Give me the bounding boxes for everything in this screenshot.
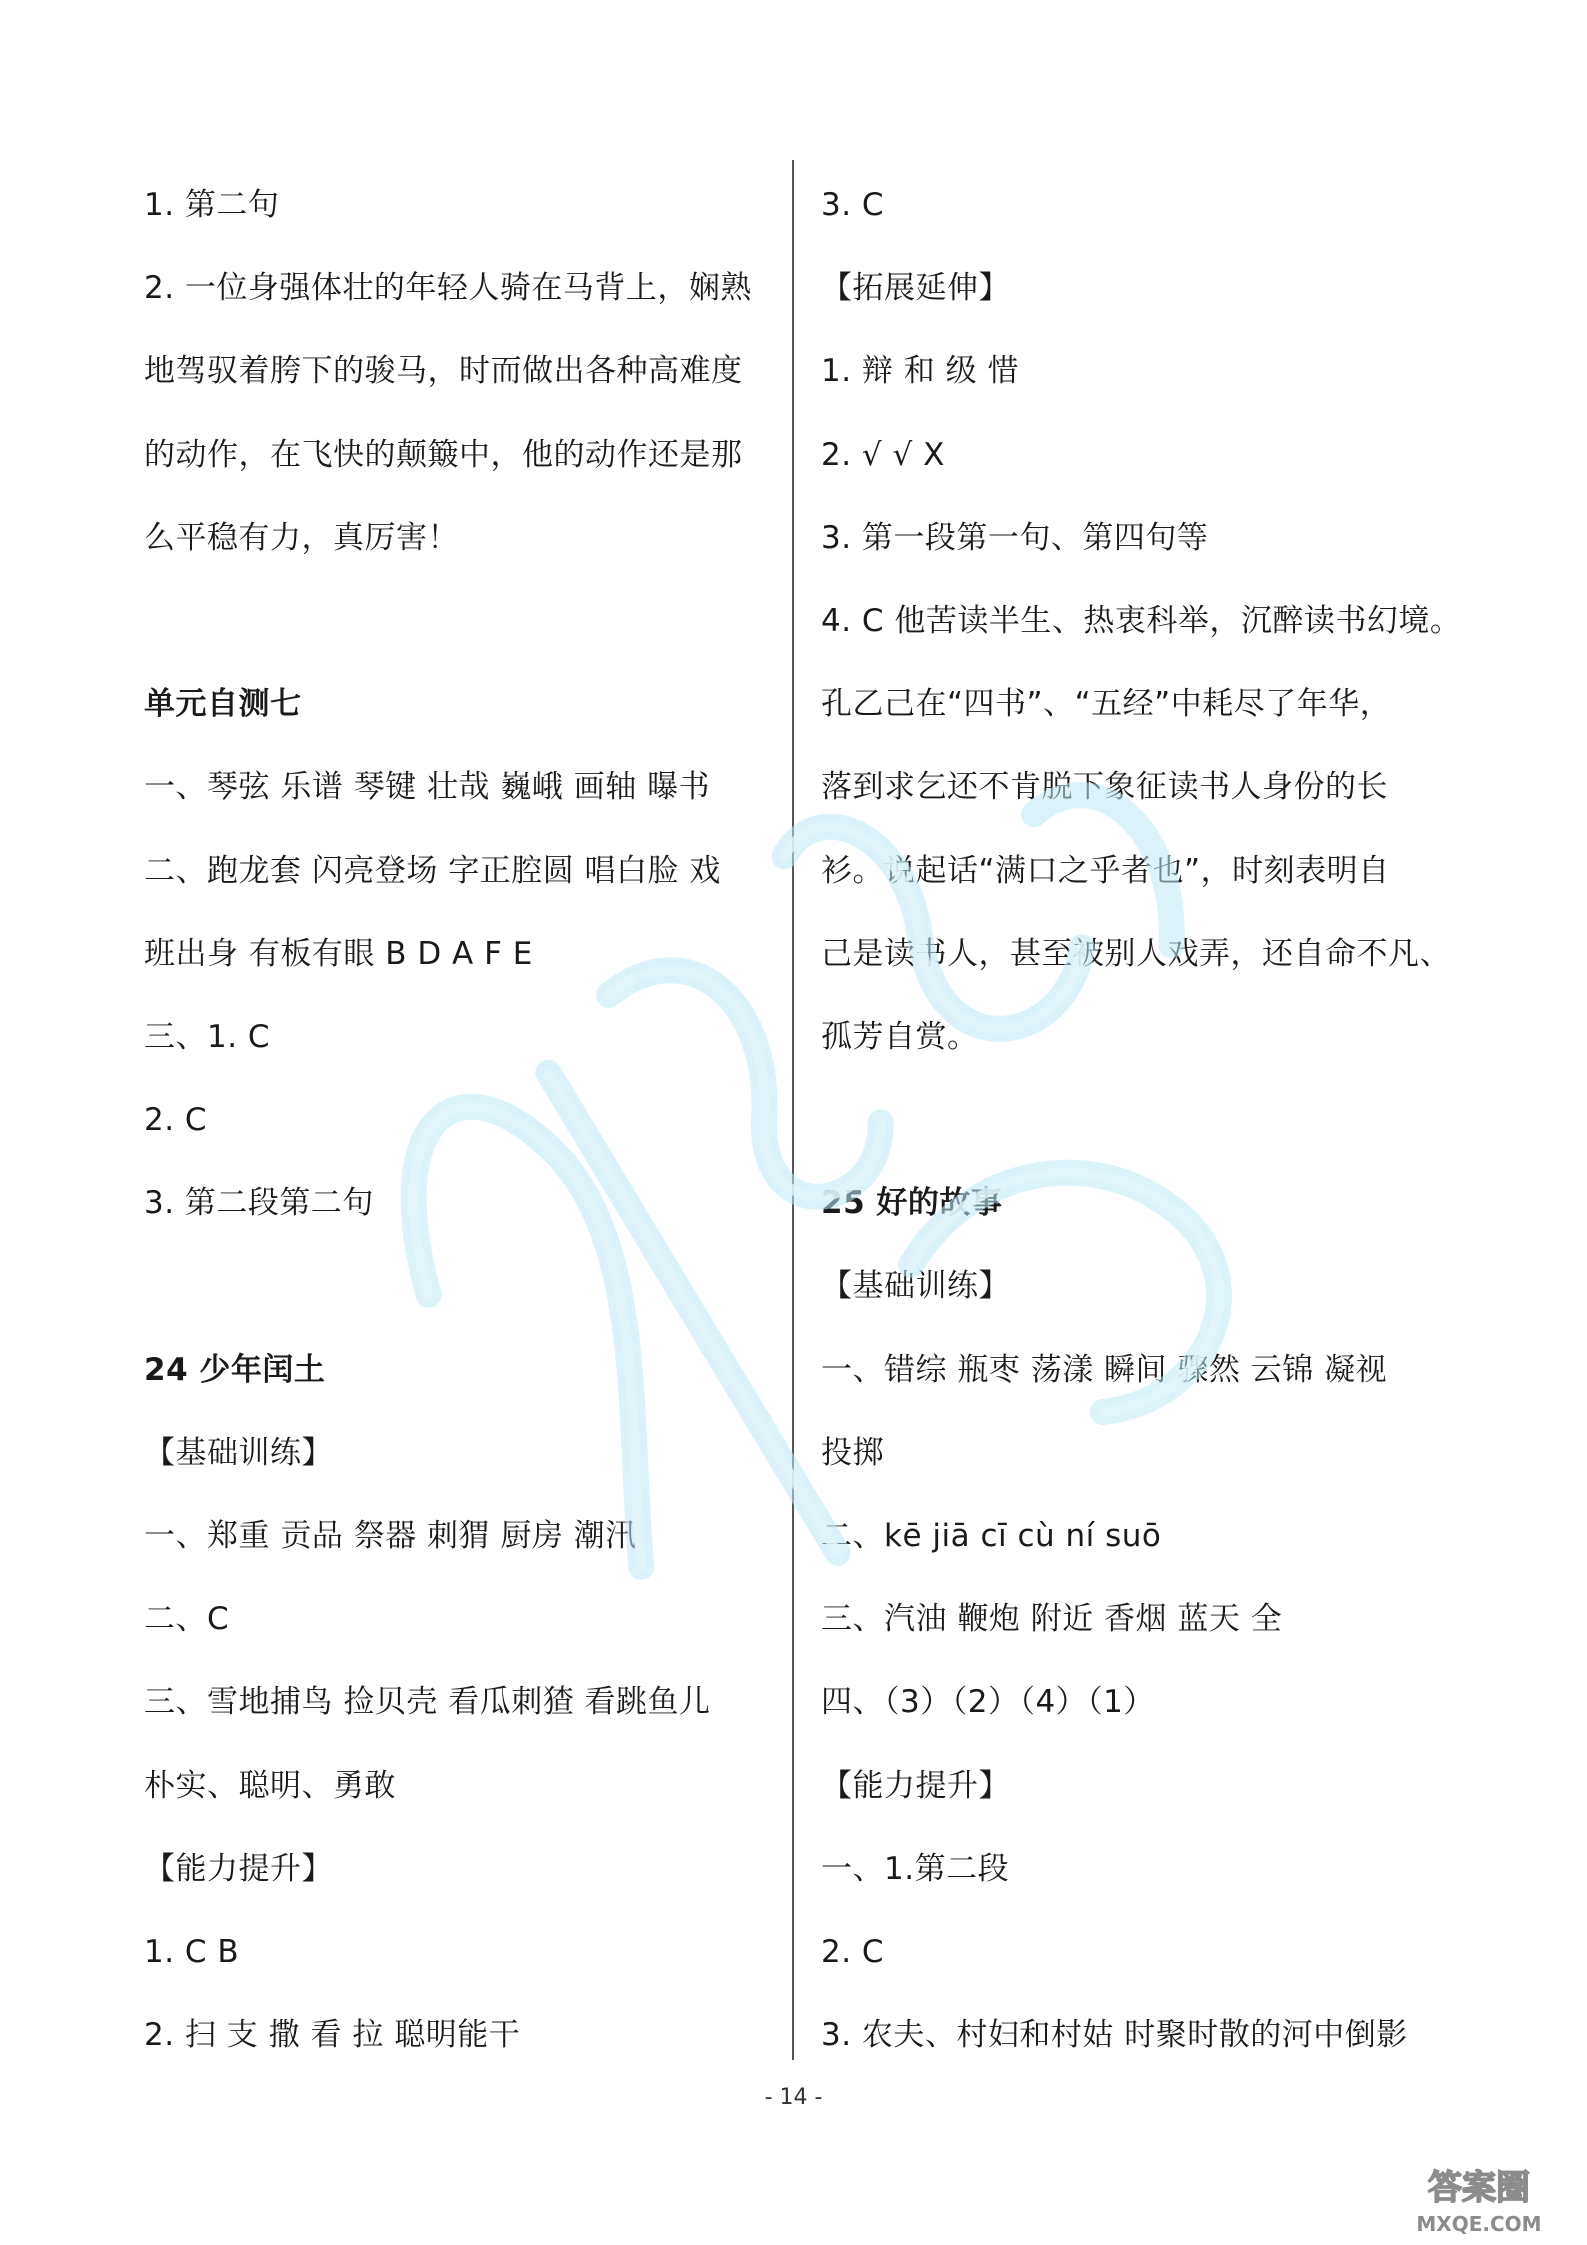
answer-line: 孤芳自赏。 [821,1018,979,1055]
svg-text:MXQE.COM: MXQE.COM [1416,2212,1542,2236]
answer-line: 2. 一位身强体壮的年轻人骑在马背上，娴熟 [144,270,752,307]
answer-line: 【基础训练】 [144,1434,333,1471]
answer-line: 1. 第二句 [144,187,280,223]
answer-line: 3. 第一段第一句、第四句等 [821,519,1209,556]
blank-line [821,1085,1451,1168]
answer-line: 三、雪地捕鸟 捡贝壳 看瓜刺猹 看跳鱼儿 [144,1684,711,1721]
answer-line: 四、（3）（2）（4）（1） [821,1684,1155,1721]
section-heading: 24 少年闰土 [144,1351,326,1388]
answer-line: 班出身 有板有眼 B D A F E [144,935,533,972]
answer-line: 二、kē jiā cī cù ní suō [821,1518,1162,1554]
answer-line: 一、1.第二段 [821,1850,1010,1887]
answer-line: 2. C [144,1102,208,1139]
answer-line: 三、1. C [144,1018,271,1055]
answer-line: 朴实、聪明、勇敢 [144,1767,396,1804]
site-logo [1369,2157,1569,2237]
answer-line: 【拓展延伸】 [821,270,1010,307]
answer-line: 3. C [821,187,885,223]
answer-line: 3. 第二段第二句 [144,1185,374,1222]
answer-line: 1. 辩 和 级 惜 [821,353,1019,390]
answer-line: 【能力提升】 [144,1850,333,1887]
answer-line: 二、C [144,1601,230,1638]
answer-line: 【基础训练】 [821,1268,1010,1305]
answer-line: 落到求乞还不肯脱下象征读书人身份的长 [821,769,1388,806]
answer-line: 么平稳有力，真厉害！ [144,519,459,556]
answer-line: 一、错综 瓶枣 荡漾 瞬间 骤然 云锦 凝视 [821,1351,1388,1388]
section-heading: 25 好的故事 [821,1185,1003,1222]
answer-line: 三、汽油 鞭炮 附近 香烟 蓝天 全 [821,1601,1283,1638]
answer-line: 3. 农夫、村妇和村姑 时聚时散的河中倒影 [821,2017,1408,2054]
answer-line: 衫。说起话“满口之乎者也”，时刻表明自 [821,852,1390,889]
answer-line: 投掷 [821,1434,884,1471]
answer-line: 孔乙己在“四书”、“五经”中耗尽了年华， [821,686,1392,723]
answer-line: 己是读书人，甚至被别人戏弄，还自命不凡、 [821,935,1451,972]
answer-line: 的动作，在飞快的颠簸中，他的动作还是那 [144,436,743,473]
answer-line: 【能力提升】 [821,1767,1010,1804]
page-number: - 14 - [764,2085,823,2110]
answer-line: 1. C B [144,1933,240,1970]
answer-line: 2. 扫 支 撒 看 拉 聪明能干 [144,2017,521,2054]
section-heading: 单元自测七 [144,686,302,723]
answer-line: 二、跑龙套 闪亮登场 字正腔圆 唱白脸 戏 [144,852,721,889]
left-column [144,170,784,2083]
answer-line: 2. √ √ X [821,436,945,473]
svg-text:答案圈: 答案圈 [1428,2168,1530,2208]
blank-line [144,586,784,669]
answer-line: 地驾驭着胯下的骏马，时而做出各种高难度 [144,353,743,390]
column-divider [792,160,794,2060]
right-column [821,170,1462,2083]
answer-line: 2. C [821,1933,885,1970]
blank-line [144,1251,784,1334]
answer-line: 4. C 他苦读半生、热衷科举，沉醉读书幻境。 [821,602,1462,639]
answer-line: 一、琴弦 乐谱 琴键 壮哉 巍峨 画轴 曝书 [144,769,711,806]
answer-line: 一、郑重 贡品 祭器 刺猬 厨房 潮汛 [144,1518,637,1554]
